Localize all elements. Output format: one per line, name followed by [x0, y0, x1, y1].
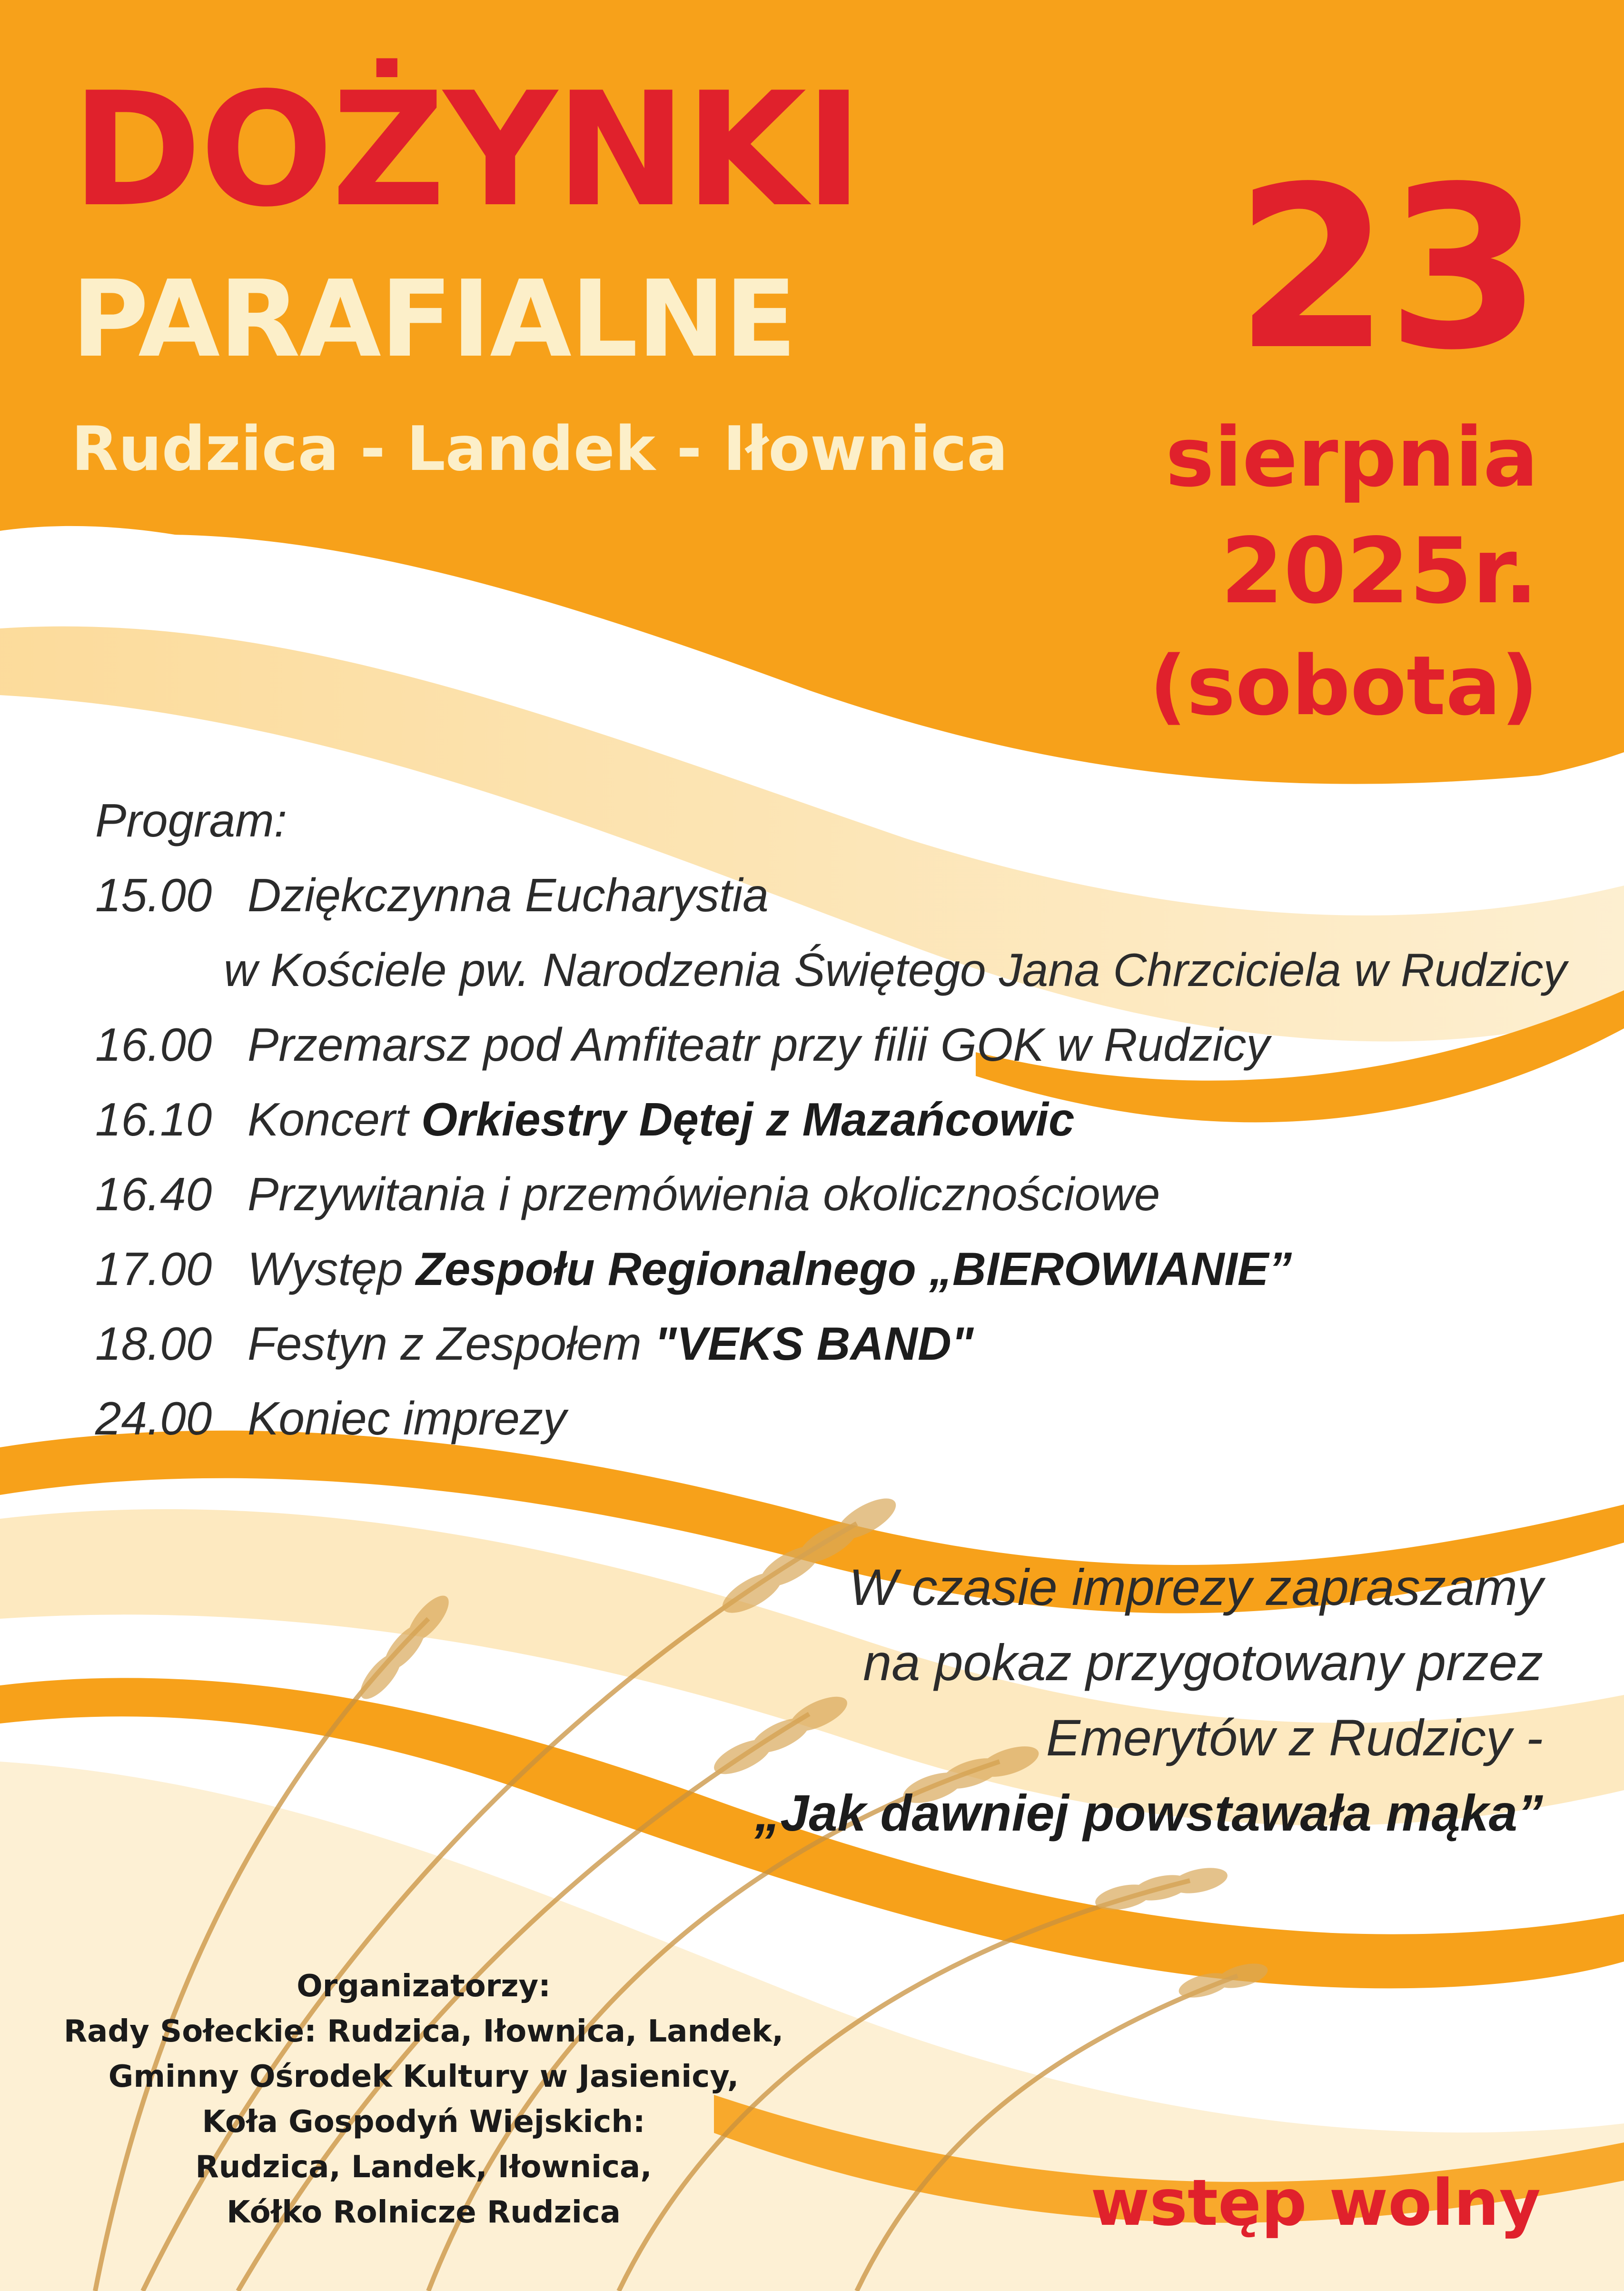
- organizer-line: Rady Sołeckie: Rudzica, Iłownica, Landek,: [63, 2014, 784, 2049]
- program-text: Występ: [248, 1243, 416, 1295]
- program-item: [95, 1232, 1567, 1306]
- program-item: [95, 858, 1567, 933]
- program-time: 16.00: [95, 1018, 212, 1071]
- invite-line: na pokaz przygotowany przez: [863, 1634, 1543, 1691]
- program-text: Dziękczynna Eucharystia: [248, 869, 769, 921]
- program-time: 17.00: [95, 1243, 212, 1295]
- invite-line: W czasie imprezy zapraszamy: [849, 1558, 1543, 1616]
- invite-show-title: „Jak dawniej powstawała mąka”: [754, 1784, 1543, 1842]
- organizers-section: [48, 1964, 800, 2235]
- organizer-line: Rudzica, Landek, Iłownica,: [195, 2150, 652, 2185]
- organizer-line: Koła Gospodyń Wiejskich:: [202, 2104, 645, 2140]
- program-text: Przywitania i przemówienia okolicznościowe: [248, 1168, 1160, 1220]
- villages-line: Rudzica - Landek - Iłownica: [71, 414, 1008, 485]
- program-item: [95, 1381, 1567, 1456]
- admission-free: wstęp wolny: [1090, 2166, 1541, 2240]
- date-day: 23: [1234, 139, 1538, 399]
- program-time: 18.00: [95, 1317, 212, 1370]
- organizer-line: Gminny Ośrodek Kultury w Jasienicy,: [108, 2059, 739, 2094]
- program-item: [95, 1007, 1567, 1082]
- program-heading: Program:: [95, 794, 287, 847]
- program-item: [95, 1306, 1567, 1381]
- program-item: [95, 1082, 1567, 1157]
- program-highlight: Zespołu Regionalnego „BIEROWIANIE”: [416, 1243, 1292, 1295]
- program-text: Przemarsz pod Amfiteatr przy filii GOK w Rudzicy: [248, 1018, 1270, 1071]
- date-year: 2025r.: [1220, 518, 1538, 624]
- event-title: DOŻYNKI: [71, 59, 862, 241]
- program-highlight: Orkiestry Dętej z Mazańcowic: [421, 1093, 1075, 1146]
- program-section: [95, 783, 1567, 1456]
- program-time: 16.40: [95, 1168, 212, 1220]
- invite-line: Emerytów z Rudzicy -: [1046, 1709, 1543, 1766]
- date-month: sierpnia: [1165, 409, 1538, 505]
- organizers-heading: Organizatorzy:: [297, 1969, 551, 2004]
- program-item-continuation: w Kościele pw. Narodzenia Świętego Jana Chrzciciela w Rudzicy: [224, 944, 1567, 996]
- organizer-line: Kółko Rolnicze Rudzica: [227, 2195, 621, 2230]
- program-time: 24.00: [95, 1392, 212, 1444]
- program-highlight: "VEKS BAND": [654, 1317, 974, 1370]
- program-text: Koniec imprezy: [248, 1392, 566, 1444]
- program-time: 16.10: [95, 1093, 212, 1146]
- date-weekday: (sobota): [1149, 638, 1538, 734]
- program-time: 15.00: [95, 869, 212, 921]
- program-text: Festyn z Zespołem: [248, 1317, 655, 1370]
- event-subtitle: PARAFIALNE: [71, 258, 796, 381]
- program-item: [95, 1157, 1567, 1232]
- program-text: Koncert: [248, 1093, 421, 1146]
- invitation-text: [754, 1550, 1543, 1851]
